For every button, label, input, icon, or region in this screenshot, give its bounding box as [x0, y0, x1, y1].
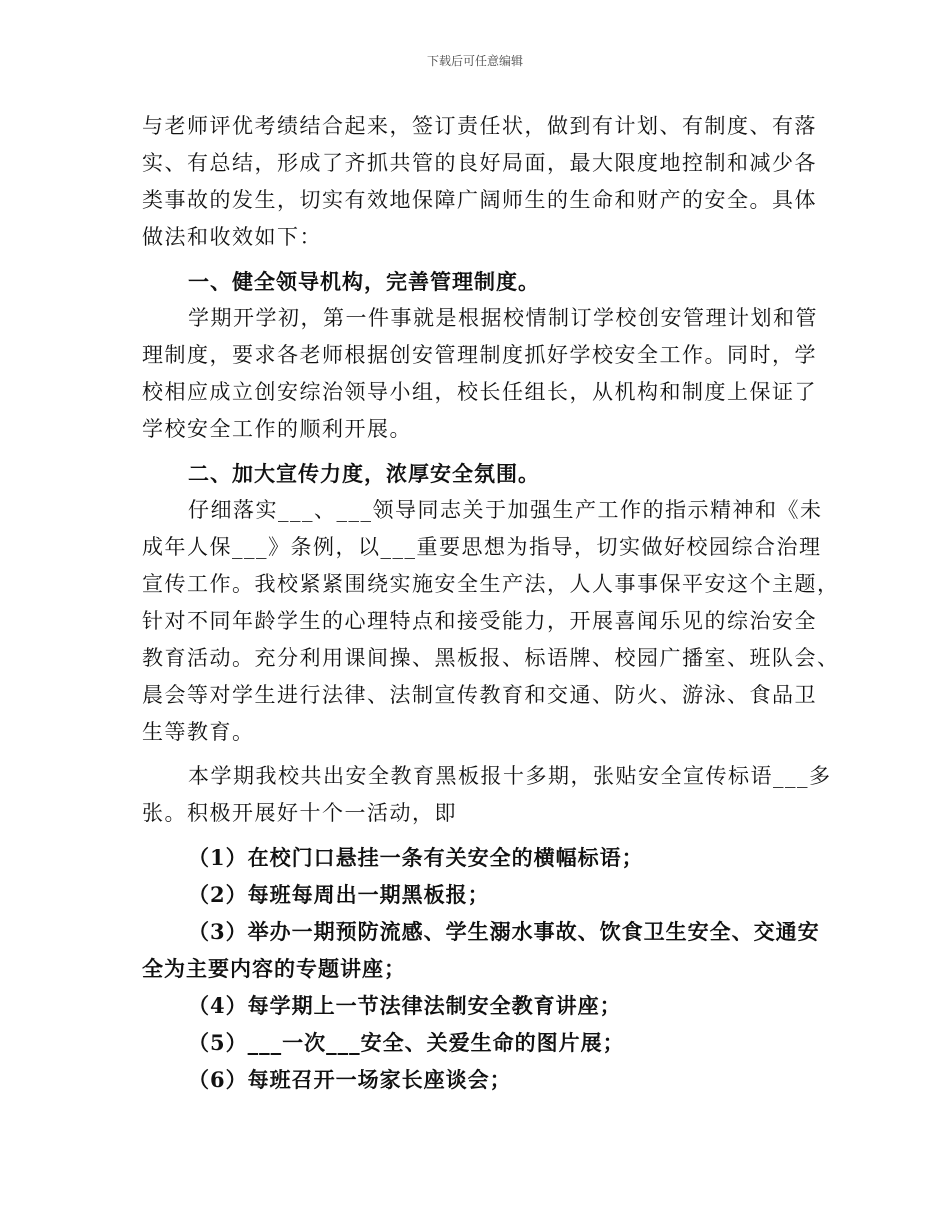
list-item: （6）每班召开一场家长座谈会； — [188, 1067, 512, 1092]
text-line: 成年人保___》条例，以___重要思想为指导，切实做好校园综合治理 — [142, 535, 822, 559]
text-line: 针对不同年龄学生的心理特点和接受能力，开展喜闻乐见的综治安全 — [142, 609, 817, 633]
list-item: （1）在校门口悬挂一条有关安全的横幅标语； — [188, 845, 644, 870]
section-heading: 二、加大宣传力度，浓厚安全氛围。 — [188, 461, 540, 486]
text-line: 本学期我校共出安全教育黑板报十多期，张贴安全宣传标语___多 — [188, 764, 832, 788]
text-line: 学校安全工作的顺利开展。 — [142, 417, 412, 441]
text-line: 做法和收效如下： — [142, 225, 322, 249]
text-line: 宣传工作。我校紧紧围绕实施安全生产法，人人事事保平安这个主题， — [142, 572, 840, 596]
text-line: 校相应成立创安综治领导小组，校长任组长，从机构和制度上保证了 — [142, 380, 817, 404]
text-line: 类事故的发生，切实有效地保障广阔师生的生命和财产的安全。具体 — [142, 188, 817, 212]
paragraph — [142, 758, 832, 832]
paragraph — [142, 492, 840, 751]
text-line: 教育活动。充分利用课间操、黑板报、标语牌、校园广播室、班队会、 — [142, 646, 840, 670]
text-line: 仔细落实___、___领导同志关于加强生产工作的指示精神和《未 — [188, 498, 823, 522]
text-line: 与老师评优考绩结合起来，签订责任状，做到有计划、有制度、有落 — [142, 114, 817, 138]
text-line: 学期开学初，第一件事就是根据校情制订学校创安管理计划和管 — [188, 306, 818, 330]
list-item: （4）每学期上一节法律法制安全教育讲座； — [188, 993, 622, 1018]
paragraph — [142, 108, 832, 256]
text-line: 理制度，要求各老师根据创安管理制度抓好学校安全工作。同时，学 — [142, 343, 817, 367]
list-item: （2）每班每周出一期黑板报； — [188, 882, 490, 907]
text-line: 晨会等对学生进行法律、法制宣传教育和交通、防火、游泳、食品卫 — [142, 683, 817, 707]
page-header: 下载后可任意编辑 — [426, 54, 523, 68]
text-line: 实、有总结，形成了齐抓共管的良好局面，最大限度地控制和减少各 — [142, 151, 817, 175]
document-body — [142, 108, 840, 1098]
list-item: （5）___一次___安全、关爱生命的图片展； — [188, 1030, 625, 1055]
section-heading: 一、健全领导机构，完善管理制度。 — [188, 269, 540, 294]
paragraph — [142, 300, 832, 448]
text-line: （3）举办一期预防流感、学生溺水事故、饮食卫生安全、交通安 — [188, 919, 820, 944]
list-item — [142, 913, 832, 987]
text-line: 全为主要内容的专题讲座； — [142, 956, 406, 981]
text-line: 生等教育。 — [142, 720, 255, 744]
text-line: 张。积极开展好十个一活动，即 — [142, 801, 457, 825]
